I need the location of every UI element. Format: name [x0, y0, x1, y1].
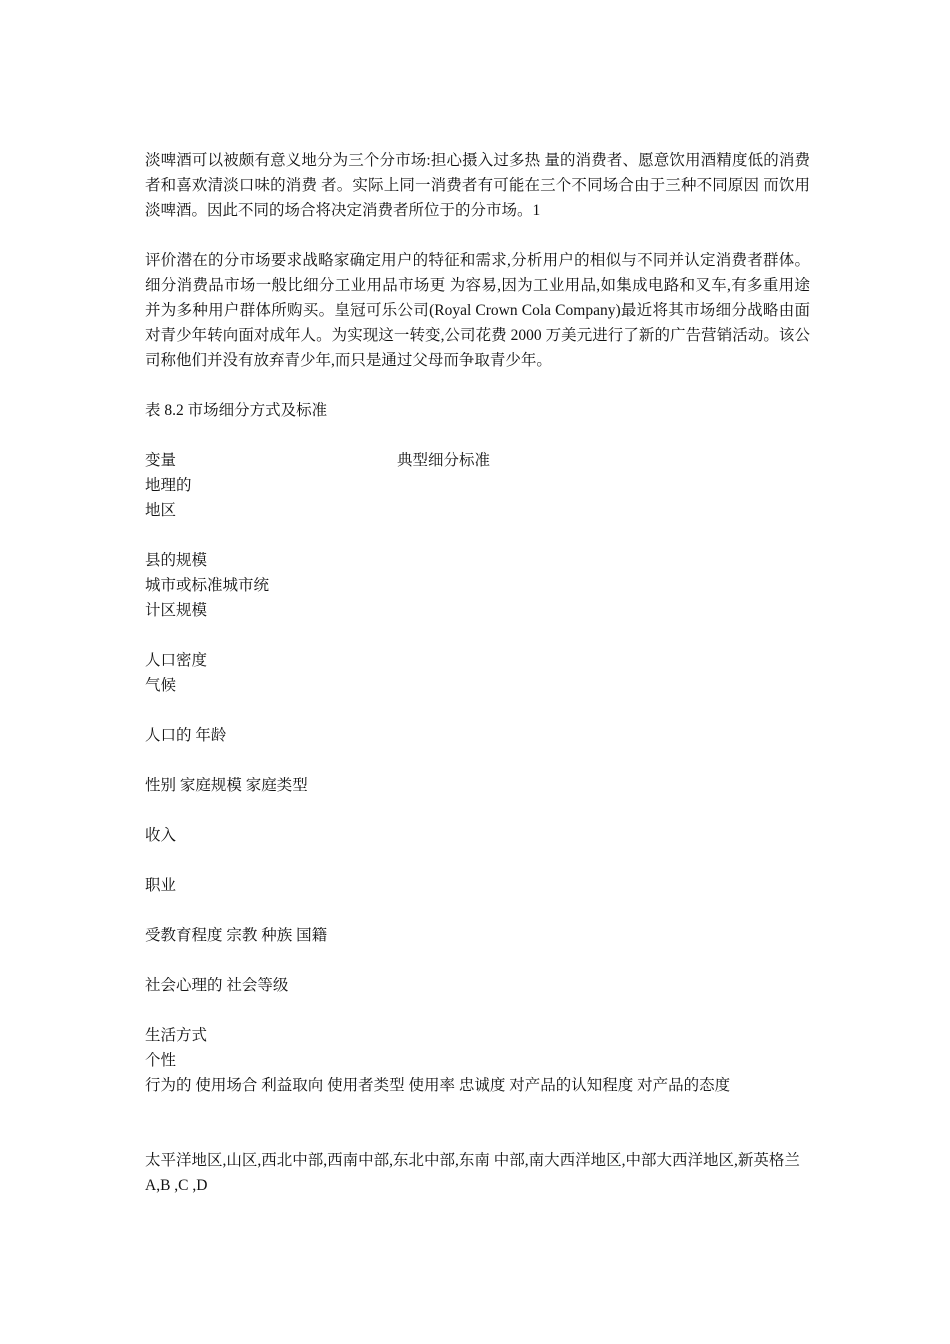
paragraph-gap	[145, 223, 810, 248]
paragraph-gap	[145, 1123, 810, 1148]
criteria-county-size: A,B ,C ,D	[145, 1177, 208, 1194]
variable-personality: 个性	[145, 1052, 177, 1069]
category-geographic: 地理的	[145, 477, 192, 494]
paragraph-light-beer: 淡啤酒可以被颇有意义地分为三个分市场:担心摄入过多热 量的消费者、愿意饮用酒精度低的消费者和喜欢清淡口味的消费 者。实际上同一消费者有可能在三个不同场合由于三种不同原因 而饮用淡啤酒。因此不同的场合将决定消费者所位于的分市场。1	[145, 152, 810, 219]
variable-city-size-cont: 计区规模	[145, 602, 208, 619]
table-caption: 表 8.2 市场细分方式及标准	[145, 402, 328, 419]
variable-region: 地区	[145, 502, 177, 519]
variable-city-size: 城市或标准城市统	[145, 577, 270, 594]
paragraph-gap	[145, 848, 810, 873]
variable-county-size: 县的规模	[145, 552, 208, 569]
paragraph-gap	[145, 898, 810, 923]
header-variable: 变量	[145, 452, 177, 469]
criteria-region: 太平洋地区,山区,西北中部,西南中部,东北中部,东南 中部,南大西洋地区,中部大西洋地区,新英格兰	[145, 1152, 800, 1169]
category-demographic: 人口的 年龄	[145, 727, 227, 744]
paragraph-gap	[145, 948, 810, 973]
category-behavioral: 行为的 使用场合 利益取向 使用者类型 使用率 忠诚度 对产品的认知程度 对产品的态度	[145, 1077, 731, 1094]
category-psychographic: 社会心理的 社会等级	[145, 977, 289, 994]
paragraph-gap	[145, 798, 810, 823]
document-body	[145, 148, 810, 1198]
paragraph-gap	[145, 998, 810, 1023]
header-criteria: 典型细分标准	[397, 452, 491, 469]
paragraph-gap	[145, 423, 810, 448]
paragraph-segmentation: 评价潜在的分市场要求战略家确定用户的特征和需求,分析用户的相似与不同并认定消费者群体。细分消费品市场一般比细分工业用品市场更 为容易,因为工业用品,如集成电路和叉车,有多重用途并为多种用户群体所购买。皇冠可乐公司(Royal Crown Cola Company)最近将其市场细分战略由面对青少年转向面对成年人。为实现这一转变,公司花费 2000 万美元进行了新的广告营销活动。该公司称他们并没有放弃青少年,而只是通过父母而争取青少年。	[145, 252, 810, 369]
variable-climate: 气候	[145, 677, 177, 694]
paragraph-gap	[145, 623, 810, 648]
paragraph-gap	[145, 698, 810, 723]
variable-lifestyle: 生活方式	[145, 1027, 208, 1044]
variables-gender-family: 性别 家庭规模 家庭类型	[145, 777, 308, 794]
variable-occupation: 职业	[145, 877, 177, 894]
variable-income: 收入	[145, 827, 177, 844]
table-header-row	[145, 448, 810, 473]
paragraph-gap	[145, 1098, 810, 1123]
paragraph-gap	[145, 523, 810, 548]
paragraph-gap	[145, 373, 810, 398]
variables-education-religion: 受教育程度 宗教 种族 国籍	[145, 927, 328, 944]
paragraph-gap	[145, 748, 810, 773]
variable-density: 人口密度	[145, 652, 208, 669]
